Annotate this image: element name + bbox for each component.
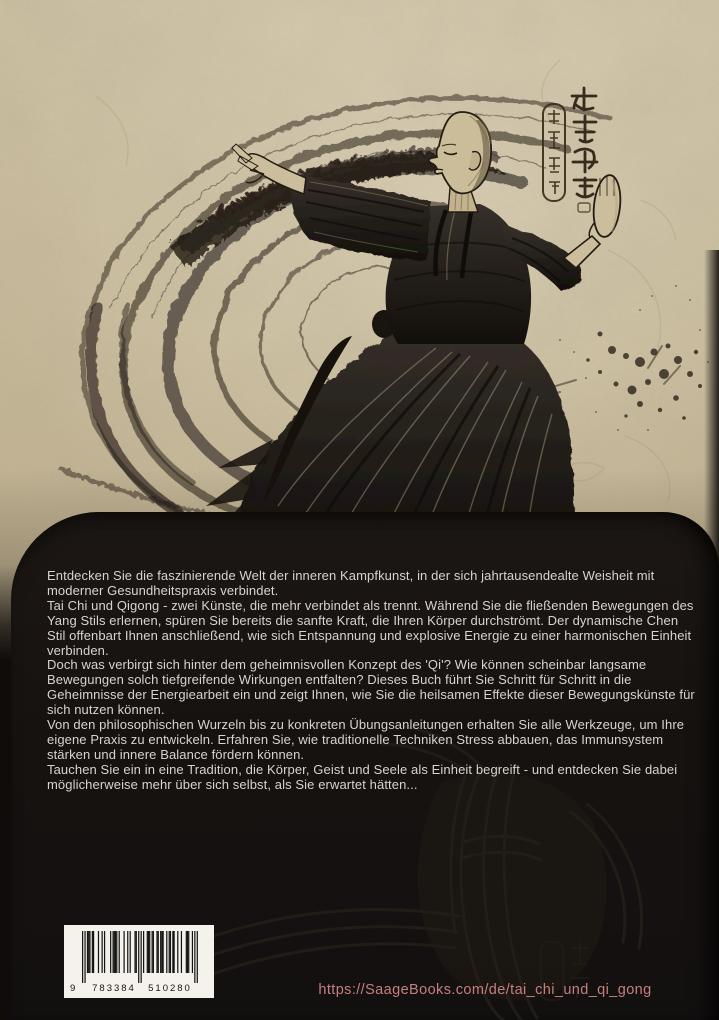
barcode-digit-first: 9	[70, 983, 76, 994]
barcode-bars	[70, 929, 208, 987]
website-url[interactable]: https://SaageBooks.com/de/tai_chi_und_qi_gong	[318, 982, 652, 998]
barcode-digits-right: 510280	[148, 983, 192, 994]
book-blurb: Entdecken Sie die faszinierende Welt der inneren Kampfkunst, in der sich jahrtausendealte Weisheit mit moderner Gesundheitspraxis verbindet. Tai Chi und Qigong - zwei Künste, die mehr verbindet als trennt. Während Sie die fließenden Bewegungen des Yang Stils erlernen, spüren Sie bereits die sanfte Kraft, die Ihren Körper durchströmt. Der dynamische Chen Stil offenbart Ihnen anschließend, wie sich Entspannung und explosive Energie zu einer harmonischen Einheit verbinden. Doch was verbirgt sich hinter dem geheimnisvollen Konzept des 'Qi'? Wie können scheinbar langsame Bewegungen solch tiefgreifende Wirkungen entfalten? Dieses Buch führt Sie Schritt für Schritt in die Geheimnisse der Energiearbeit ein und zeigt Ihnen, wie Sie die heilsamen Effekte dieser Bewegungskünste für sich nutzen können. Von den philosophischen Wurzeln bis zu konkreten Übungsanleitungen erhalten Sie alle Werkzeuge, um Ihre eigene Praxis zu entwickeln. Erfahren Sie, wie traditionelle Techniken Stress abbauen, das Immunsystem stärken und innere Balance fördern können. Tauchen Sie ein in eine Tradition, die Körper, Geist und Seele als Einheit begreift - und entdecken Sie dabei möglicherweise mehr über sich selbst, als Sie erwartet hätten...	[47, 568, 695, 792]
barcode-digits	[64, 983, 214, 995]
barcode-digits-left: 783384	[92, 983, 136, 994]
isbn-barcode	[64, 925, 214, 998]
